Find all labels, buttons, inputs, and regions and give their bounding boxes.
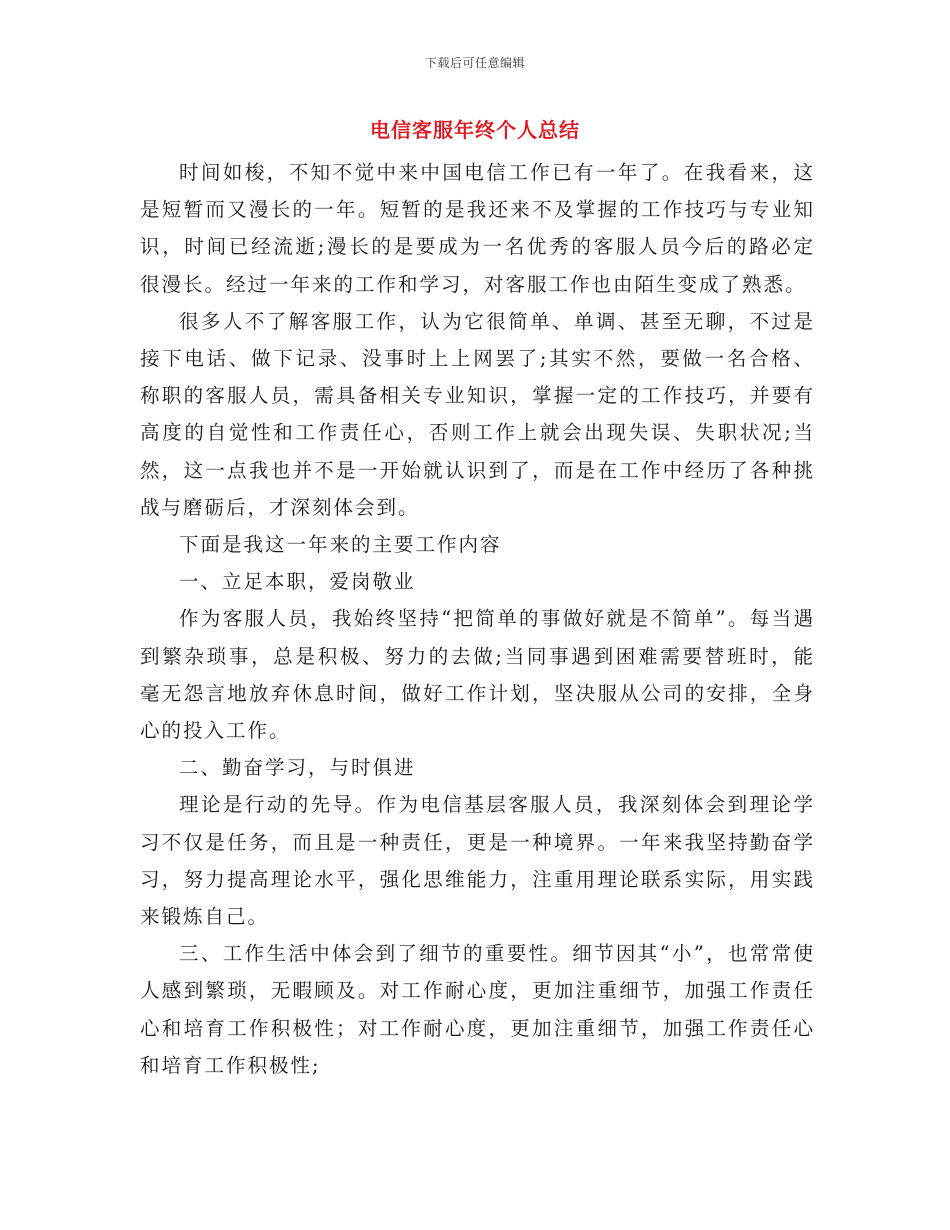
document-title: 电信客服年终个人总结	[370, 118, 580, 142]
section-heading-1: 一、立足本职，爱岗敬业	[179, 570, 416, 594]
paragraph-customer-service: 很多人不了解客服工作，认为它很简单、单调、甚至无聊，不过是接下电话、做下记录、没事时上上网罢了;其实不然，要做一名合格、称职的客服人员，需具备相关专业知识，掌握一定的工作技巧，并要有高度的自觉性和工作责任心，否则工作上就会出现失误、失职状况;当然，这一点我也并不是一开始就认识到了，而是在工作中经历了各种挑战与磨砺后，才深刻体会到。	[140, 309, 815, 519]
paragraph-intro: 时间如梭，不知不觉中来中国电信工作已有一年了。在我看来，这是短暂而又漫长的一年。短暂的是我还来不及掌握的工作技巧与专业知识，时间已经流逝;漫长的是要成为一名优秀的客服人员今后的路必定很漫长。经过一年来的工作和学习，对客服工作也由陌生变成了熟悉。	[140, 161, 815, 296]
paragraph-section-1: 作为客服人员，我始终坚持“把简单的事做好就是不简单”。每当遇到繁杂琐事，总是积极、努力的去做;当同事遇到困难需要替班时，能毫无怨言地放弃休息时间，做好工作计划，坚决服从公司的安排，全身心的投入工作。	[140, 607, 815, 743]
paragraph-work-content-intro: 下面是我这一年来的主要工作内容	[179, 533, 502, 557]
section-heading-2: 二、勤奋学习，与时俱进	[179, 756, 416, 780]
header-note: 下载后可任意编辑	[424, 56, 525, 70]
paragraph-section-3: 三、工作生活中体会到了细节的重要性。细节因其“小”，也常常使人感到繁琐，无暇顾及。对工作耐心度，更加注重细节，加强工作责任心和培育工作积极性；对工作耐心度，更加注重细节，加强工作责任心和培育工作积极性;	[140, 942, 815, 1077]
document-body	[140, 154, 815, 1084]
paragraph-section-2: 理论是行动的先导。作为电信基层客服人员，我深刻体会到理论学习不仅是任务，而且是一种责任，更是一种境界。一年来我坚持勤奋学习，努力提高理论水平，强化思维能力，注重用理论联系实际，用实践来锻炼自己。	[140, 793, 815, 929]
